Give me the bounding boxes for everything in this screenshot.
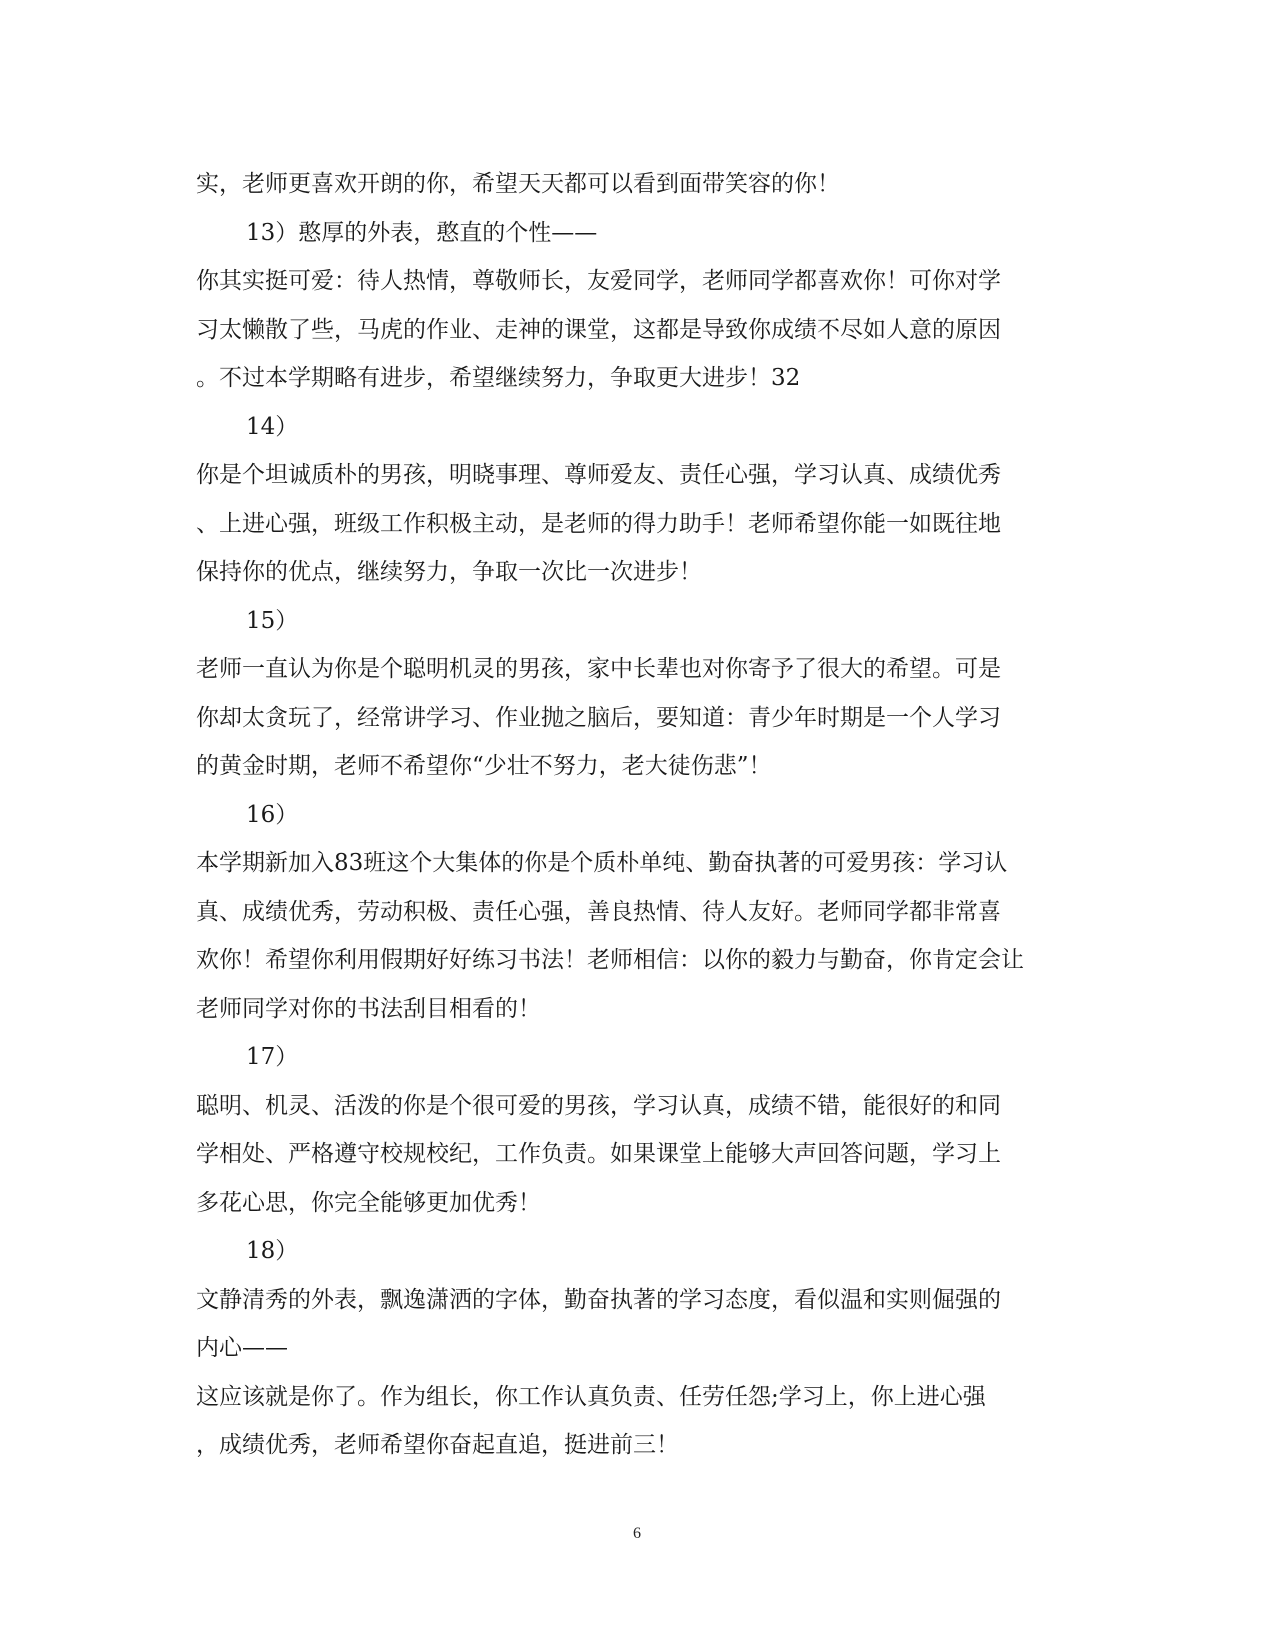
- body-line: 真、成绩优秀，劳动积极、责任心强，善良热情、待人友好。老师同学都非常喜: [196, 898, 1001, 925]
- body-line: 的黄金时期，老师不希望你“少壮不努力，老大徒伤悲”！: [196, 753, 772, 779]
- body-line: 多花心思，你完全能够更加优秀！: [196, 1189, 541, 1216]
- item-heading-13: 13）憨厚的外表，憨直的个性——: [246, 219, 598, 246]
- body-line: 欢你！希望你利用假期好好练习书法！老师相信：以你的毅力与勤奋，你肯定会让: [196, 947, 1024, 973]
- item-heading-14: 14）: [246, 413, 299, 440]
- body-line: 你是个坦诚质朴的男孩，明晓事理、尊师爱友、责任心强，学习认真、成绩优秀: [196, 462, 1001, 488]
- page-number: 6: [633, 1525, 641, 1542]
- body-line: 保持你的优点，继续努力，争取一次比一次进步！: [196, 559, 702, 585]
- body-line: ，成绩优秀，老师希望你奋起直追，挺进前三！: [196, 1432, 679, 1458]
- body-line: 内心——: [196, 1335, 288, 1361]
- body-line: 你其实挺可爱：待人热情，尊敬师长，友爱同学，老师同学都喜欢你！可你对学: [196, 268, 1001, 294]
- body-line: 老师一直认为你是个聪明机灵的男孩，家中长辈也对你寄予了很大的希望。可是: [196, 656, 1001, 682]
- body-line: 学相处、严格遵守校规校纪，工作负责。如果课堂上能够大声回答问题，学习上: [196, 1141, 1001, 1167]
- item-heading-17: 17）: [246, 1044, 299, 1070]
- document-body: [196, 160, 1076, 1470]
- body-line: 本学期新加入83班这个大集体的你是个质朴单纯、勤奋执著的可爱男孩：学习认: [196, 850, 1008, 876]
- body-line: 文静清秀的外表，飘逸潇洒的字体，勤奋执著的学习态度，看似温和实则倔强的: [196, 1286, 1001, 1313]
- body-line: 老师同学对你的书法刮目相看的！: [196, 995, 541, 1022]
- item-heading-16: 16）: [246, 801, 299, 828]
- body-line: 这应该就是你了。作为组长，你工作认真负责、任劳任怨;学习上，你上进心强: [196, 1383, 986, 1410]
- item-heading-18: 18）: [246, 1238, 299, 1264]
- body-line: 习太懒散了些，马虎的作业、走神的课堂，这都是导致你成绩不尽如人意的原因: [196, 316, 1001, 343]
- body-line: 你却太贪玩了，经常讲学习、作业抛之脑后，要知道：青少年时期是一个人学习: [196, 704, 1001, 731]
- body-line: 实，老师更喜欢开朗的你，希望天天都可以看到面带笑容的你！: [196, 171, 840, 197]
- body-line: 。不过本学期略有进步，希望继续努力，争取更大进步！32: [196, 365, 801, 391]
- item-heading-15: 15）: [246, 607, 299, 634]
- body-line: 聪明、机灵、活泼的你是个很可爱的男孩，学习认真，成绩不错，能很好的和同: [196, 1092, 1001, 1119]
- body-line: 、上进心强，班级工作积极主动，是老师的得力助手！老师希望你能一如既往地: [196, 510, 1001, 537]
